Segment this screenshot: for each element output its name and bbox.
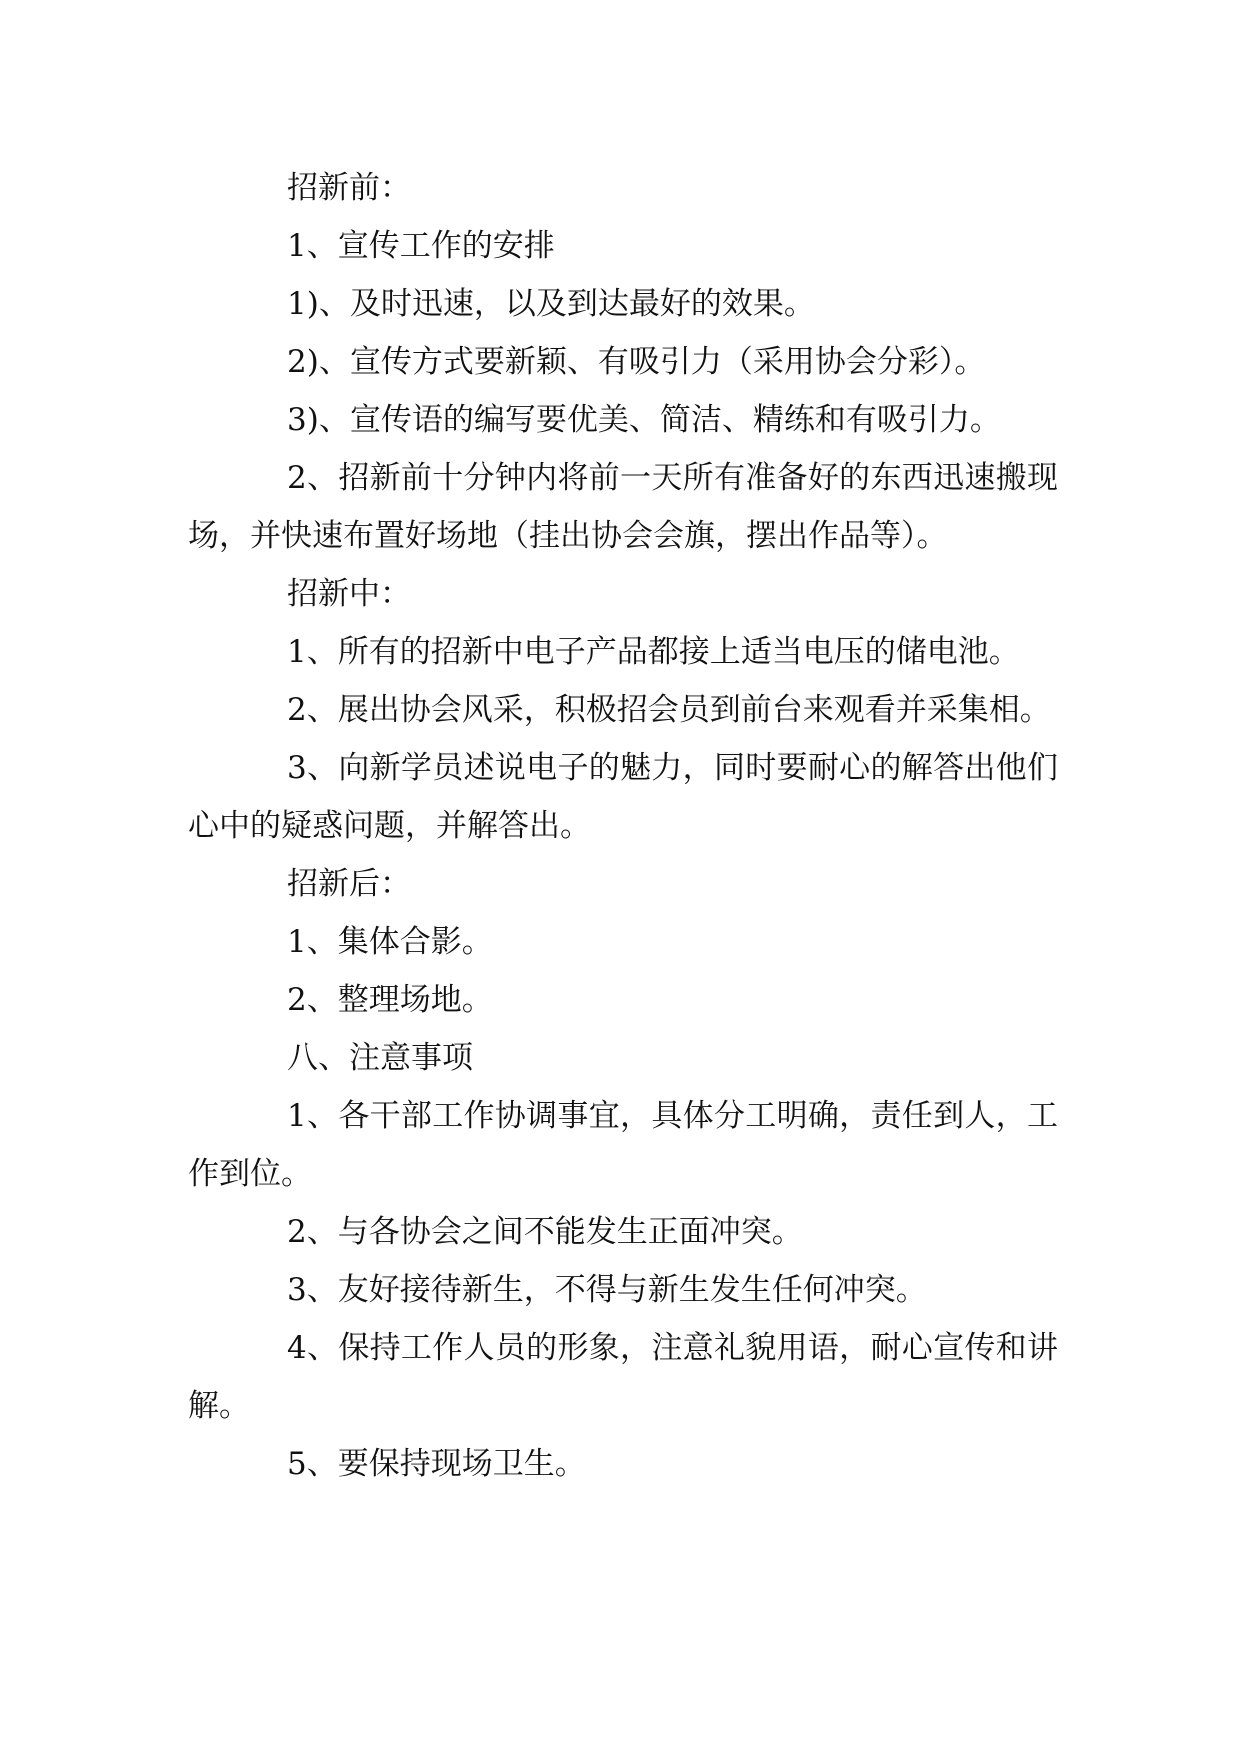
document-body — [188, 159, 1058, 1493]
item-no-conflict-associations: 2、与各协会之间不能发生正面冲突。 — [287, 1214, 803, 1250]
item-batteries: 1、所有的招新中电子产品都接上适当电压的储电池。 — [287, 634, 1020, 670]
subitem-slogan-writing: 3)、宣传语的编写要优美、简洁、精练和有吸引力。 — [287, 402, 1001, 438]
item-venue-setup: 2、招新前十分钟内将前一天所有准备好的东西迅速搬现场，并快速布置好场地（挂出协会会旗，摆出作品等）。 — [188, 460, 1058, 554]
subitem-novel-methods: 2)、宣传方式要新颖、有吸引力（采用协会分彩）。 — [287, 344, 986, 380]
heading-after-recruitment: 招新后： — [287, 866, 411, 902]
item-receive-freshmen: 3、友好接待新生，不得与新生发生任何冲突。 — [287, 1272, 927, 1308]
item-staff-image: 4、保持工作人员的形象，注意礼貌用语，耐心宣传和讲解。 — [188, 1330, 1058, 1424]
heading-precautions: 八、注意事项 — [287, 1040, 473, 1076]
heading-during-recruitment: 招新中： — [287, 576, 411, 612]
item-hygiene: 5、要保持现场卫生。 — [287, 1446, 586, 1482]
item-group-photo: 1、集体合影。 — [287, 924, 493, 960]
heading-before-recruitment: 招新前： — [287, 170, 411, 206]
item-showcase: 2、展出协会风采，积极招会员到前台来观看并采集相。 — [287, 692, 1051, 728]
item-clean-venue: 2、整理场地。 — [287, 982, 493, 1018]
item-coordination: 1、各干部工作协调事宜，具体分工明确，责任到人，工作到位。 — [188, 1098, 1058, 1192]
item-publicity-arrangement: 1、宣传工作的安排 — [287, 228, 555, 264]
item-explain-electronics: 3、向新学员述说电子的魅力，同时要耐心的解答出他们心中的疑惑问题，并解答出。 — [188, 750, 1058, 844]
subitem-timely: 1)、及时迅速，以及到达最好的效果。 — [287, 286, 815, 322]
